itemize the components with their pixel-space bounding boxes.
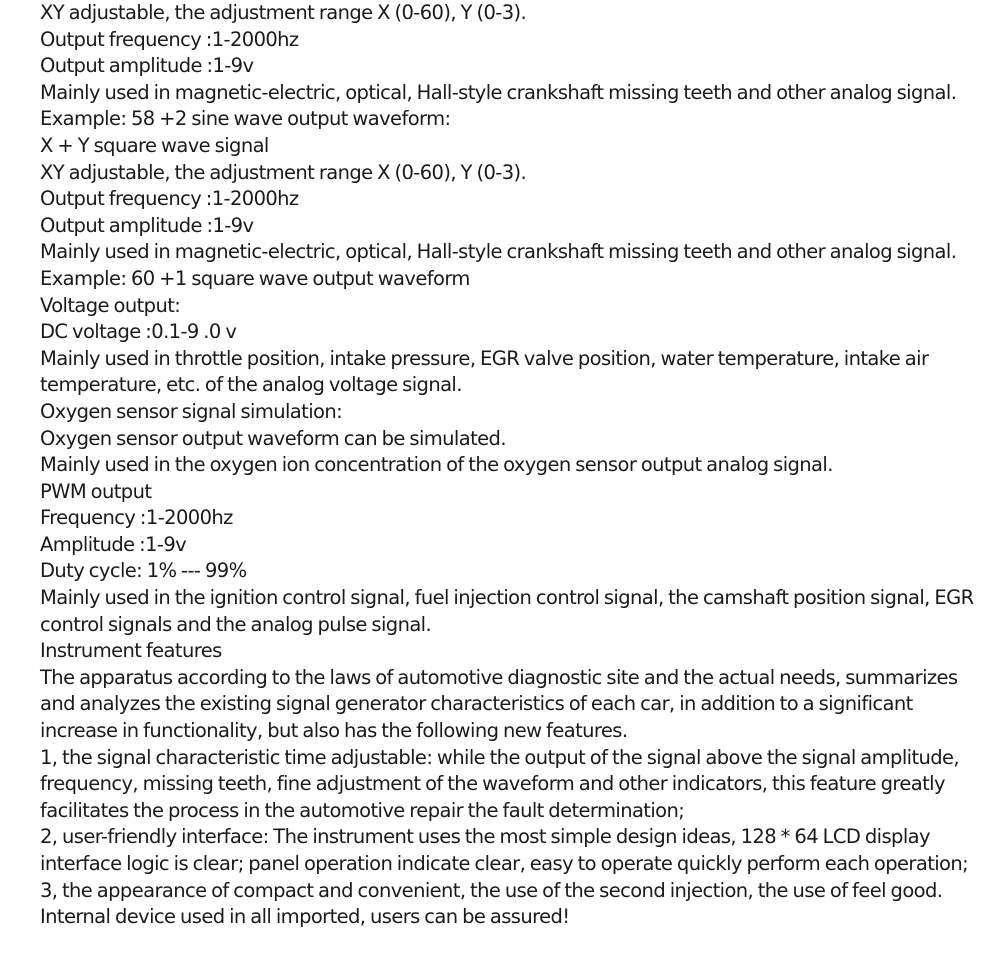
text-line: facilitates the process in the automotive repair the fault determination;	[40, 798, 685, 822]
list-item: 1, the signal characteristic time adjustable: while the output of the signal above the signal amplitude,	[40, 745, 960, 769]
text-line: Output amplitude :1-9v	[40, 213, 254, 237]
text-line: Mainly used in magnetic-electric, optical, Hall-style crankshaft missing teeth and other analog signal.	[40, 240, 957, 264]
text-line: Mainly used in the ignition control signal, fuel injection control signal, the camshaft position signal, EGR	[40, 586, 974, 610]
text-line: control signals and the analog pulse signal.	[40, 612, 432, 636]
list-item: 2, user-friendly interface: The instrument uses the most simple design ideas, 128 * 64 LCD display	[40, 825, 930, 849]
text-line: frequency, missing teeth, fine adjustment of the waveform and other indicators, this feature greatly	[40, 772, 945, 796]
text-line: DC voltage :0.1-9 .0 v	[40, 320, 237, 344]
text-line: Output amplitude :1-9v	[40, 54, 254, 78]
text-line: interface logic is clear; panel operation indicate clear, easy to operate quickly perform each operation;	[40, 852, 969, 875]
text-line: Internal device used in all imported, users can be assured!	[40, 905, 570, 929]
text-line: XY adjustable, the adjustment range X (0-60), Y (0-3).	[40, 1, 527, 24]
text-line: Example: 60 +1 square wave output waveform	[40, 266, 470, 290]
section-heading: Voltage output:	[40, 293, 181, 317]
text-line: and analyzes the existing signal generator characteristics of each car, in addition to a significant	[40, 692, 913, 716]
text-line: Mainly used in throttle position, intake pressure, EGR valve position, water temperature, intake air	[40, 346, 929, 370]
section-heading: X + Y square wave signal	[40, 133, 269, 157]
text-line: Example: 58 +2 sine wave output waveform:	[40, 107, 451, 131]
text-line: increase in functionality, but also has the following new features.	[40, 719, 628, 743]
text-line: Mainly used in the oxygen ion concentration of the oxygen sensor output analog signal.	[40, 453, 833, 477]
text-line: Mainly used in magnetic-electric, optical, Hall-style crankshaft missing teeth and other analog signal.	[40, 80, 957, 104]
text-line: The apparatus according to the laws of automotive diagnostic site and the actual needs, summarizes	[40, 665, 958, 689]
list-item: 3, the appearance of compact and convenient, the use of the second injection, the use of feel good.	[40, 878, 943, 902]
text-line: temperature, etc. of the analog voltage signal.	[40, 373, 462, 397]
text-line: Output frequency :1-2000hz	[40, 27, 299, 51]
text-line: XY adjustable, the adjustment range X (0-60), Y (0-3).	[40, 160, 527, 184]
text-line: Duty cycle: 1% --- 99%	[40, 559, 247, 583]
section-heading: Instrument features	[40, 639, 222, 663]
section-heading: Oxygen sensor signal simulation:	[40, 399, 343, 423]
text-line: Frequency :1-2000hz	[40, 506, 233, 530]
text-line: Oxygen sensor output waveform can be simulated.	[40, 426, 506, 450]
product-description	[40, 0, 985, 931]
text-line: Amplitude :1-9v	[40, 532, 187, 556]
text-line: Output frequency :1-2000hz	[40, 187, 299, 211]
section-heading: PWM output	[40, 479, 152, 503]
